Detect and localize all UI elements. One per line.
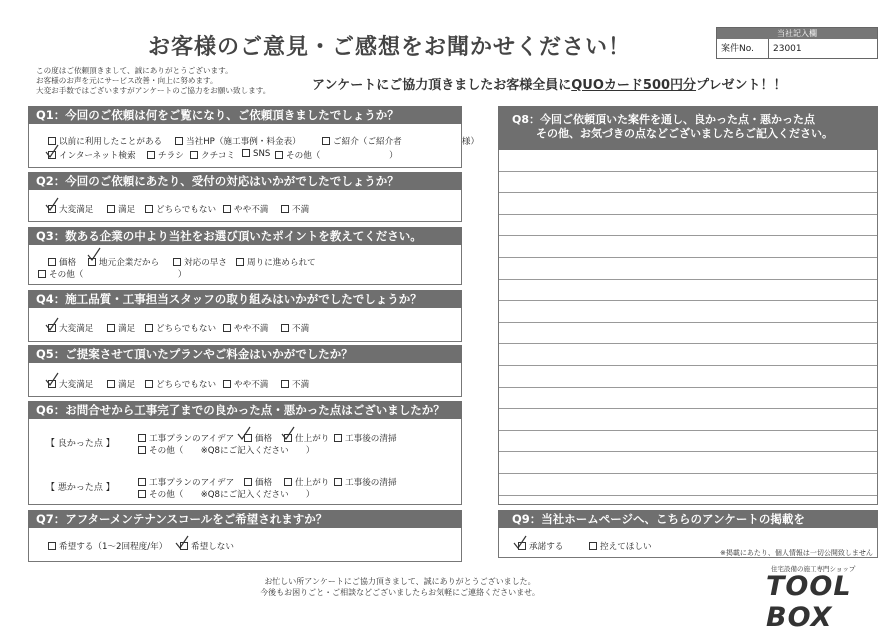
office-use-box (716, 27, 878, 59)
checkbox[interactable] (147, 151, 155, 159)
privacy-note: ※掲載にあたり、個人情報は一切公開致しません (720, 549, 873, 557)
q4-title: Q4：施工品質・工事担当スタッフの取り組みはいかがでしたでしょうか？ (28, 290, 462, 308)
checkbox[interactable] (244, 478, 252, 486)
checkbox[interactable] (284, 434, 292, 442)
checkbox[interactable] (48, 205, 56, 213)
checkbox[interactable] (281, 324, 289, 332)
q2-option[interactable]: やや不満 (221, 203, 268, 215)
checkbox[interactable] (145, 380, 153, 388)
checkbox[interactable] (107, 205, 115, 213)
checkbox[interactable] (284, 478, 292, 486)
q1-option[interactable]: ご紹介（ご紹介者 様） (320, 135, 479, 147)
q8-title: Q8：今回ご依頼頂いた案件を通し、良かった点・悪かった点 その他、お気づきの点などございましたらご記入ください。 (498, 106, 878, 150)
q5-option[interactable]: どちらでもない (143, 378, 216, 390)
q2-option[interactable]: どちらでもない (143, 203, 216, 215)
q4-option[interactable]: やや不満 (221, 322, 268, 334)
q6-title: Q6：お問合せから工事完了までの良かった点・悪かった点はございましたか？ (28, 401, 462, 419)
q3-option[interactable]: 地元企業だから (86, 256, 159, 268)
q1-option[interactable]: インターネット検索 (46, 149, 136, 161)
good-points-label: 【 良かった点 】 (46, 439, 115, 449)
checkbox[interactable] (242, 149, 250, 157)
footer-message: お忙しい所アンケートにご協力頂きまして、誠にありがとうございました。 今後もお困りごと・ご相談などございましたらお気軽にご連絡くださいませ。 (260, 577, 540, 597)
checkbox[interactable] (334, 434, 342, 442)
checkbox[interactable] (145, 205, 153, 213)
checkbox[interactable] (244, 434, 252, 442)
checkbox[interactable] (48, 151, 56, 159)
q3-option[interactable]: その他（ ） (36, 268, 187, 280)
toolbox-logo: TOOL BOX (766, 571, 852, 633)
case-number-value: 23001 (773, 44, 802, 54)
q1-option[interactable]: SNS (240, 149, 270, 159)
checkbox[interactable] (145, 324, 153, 332)
checkbox[interactable] (589, 542, 597, 550)
q7-title: Q7：アフターメンテナンスコールをご希望されますか？ (28, 510, 462, 528)
q3-option[interactable]: 価格 (46, 256, 76, 268)
checkbox[interactable] (236, 258, 244, 266)
quo-card-highlight: QUOカード500円分 (571, 78, 697, 93)
q5-option[interactable]: 満足 (105, 378, 135, 390)
checkbox[interactable] (138, 446, 146, 454)
case-number-label: 案件No. (717, 39, 769, 59)
q1-title: Q1：今回のご依頼は何をご覧になり、ご依頼頂きましたでしょうか？ (28, 106, 462, 124)
checkbox[interactable] (334, 478, 342, 486)
q3-option[interactable]: 周りに進められて (234, 256, 316, 268)
q6-good-option[interactable]: 工事プランのアイデア (136, 432, 234, 444)
page-title: お客様のご意見・ご感想をお聞かせください！ (148, 35, 632, 60)
checkbox[interactable] (281, 380, 289, 388)
checkbox[interactable] (107, 380, 115, 388)
present-banner: アンケートにご協力頂きましたお客様全員にQUOカード500円分プレゼント！！ (312, 78, 787, 93)
q1-option[interactable]: その他（ ） (273, 149, 398, 161)
office-use-header: 当社記入欄 (717, 28, 877, 39)
checkbox[interactable] (281, 205, 289, 213)
q5-option[interactable]: やや不満 (221, 378, 268, 390)
checkbox[interactable] (223, 380, 231, 388)
q6-good-option[interactable]: 価格 (242, 432, 272, 444)
q1-option[interactable]: クチコミ (188, 149, 235, 161)
intro-text: この度はご依頼頂きまして、誠にありがとうございます。 お客様のお声を元にサービス改善・向上に努めます。 大変お手数ではございますがアンケートのご協力をお願い致します。 (36, 66, 271, 95)
checkbox[interactable] (38, 270, 46, 278)
q6-bad-option[interactable]: 工事後の清掃 (332, 476, 397, 488)
checkbox[interactable] (48, 258, 56, 266)
q9-option[interactable]: 控えてほしい (587, 540, 652, 552)
q9-title: Q9：当社ホームページへ、こちらのアンケートの掲載を (498, 510, 878, 528)
q7-option[interactable]: 希望する（1～2回程度/年） (46, 540, 167, 552)
checkbox[interactable] (48, 542, 56, 550)
q6-good-option[interactable]: その他（ ※Q8にご記入ください ） (136, 444, 315, 456)
checkbox[interactable] (138, 490, 146, 498)
q6-bad-option[interactable]: 工事プランのアイデア (136, 476, 234, 488)
q6-bad-option[interactable]: 価格 (242, 476, 272, 488)
q2-option[interactable]: 不満 (279, 203, 309, 215)
checkbox[interactable] (518, 542, 526, 550)
checkbox[interactable] (275, 151, 283, 159)
checkbox[interactable] (175, 137, 183, 145)
logo-tagline: 住宅設備の施工専門ショップ (771, 565, 856, 573)
checkbox[interactable] (223, 324, 231, 332)
q2-option[interactable]: 大変満足 (46, 203, 93, 215)
q4-option[interactable]: 大変満足 (46, 322, 93, 334)
q2-option[interactable]: 満足 (105, 203, 135, 215)
checkbox[interactable] (138, 434, 146, 442)
checkbox[interactable] (173, 258, 181, 266)
q6-good-option[interactable]: 仕上がり (282, 432, 329, 444)
checkbox[interactable] (322, 137, 330, 145)
q6-bad-option[interactable]: 仕上がり (282, 476, 329, 488)
q6-bad-option[interactable]: その他（ ※Q8にご記入ください ） (136, 488, 315, 500)
checkbox[interactable] (88, 258, 96, 266)
q1-option[interactable]: チラシ (145, 149, 184, 161)
checkbox[interactable] (48, 380, 56, 388)
q6-good-option[interactable]: 工事後の清掃 (332, 432, 397, 444)
checkbox[interactable] (223, 205, 231, 213)
q5-option[interactable]: 大変満足 (46, 378, 93, 390)
q9-option[interactable]: 承諾する (516, 540, 563, 552)
checkbox[interactable] (190, 151, 198, 159)
q8-box (498, 150, 878, 505)
q7-option[interactable]: 希望しない (178, 540, 234, 552)
checkbox[interactable] (48, 137, 56, 145)
q5-title: Q5：ご提案させて頂いたプランやご料金はいかがでしたか？ (28, 345, 462, 363)
q3-option[interactable]: 対応の早さ (171, 256, 227, 268)
q4-option[interactable]: 満足 (105, 322, 135, 334)
q5-option[interactable]: 不満 (279, 378, 309, 390)
bad-points-label: 【 悪かった点 】 (46, 483, 115, 493)
q1-option[interactable]: 当社HP（施工事例・料金表） (173, 135, 301, 147)
q4-option[interactable]: 不満 (279, 322, 309, 334)
q4-option[interactable]: どちらでもない (143, 322, 216, 334)
checkbox[interactable] (180, 542, 188, 550)
q3-title: Q3：数ある企業の中より当社をお選び頂いたポイントを教えてください。 (28, 227, 462, 245)
checkbox[interactable] (138, 478, 146, 486)
q2-title: Q2：今回のご依頼にあたり、受付の対応はいかがでしたでしょうか？ (28, 172, 462, 190)
checkbox[interactable] (48, 324, 56, 332)
q1-option[interactable]: 以前に利用したことがある (46, 135, 162, 147)
checkbox[interactable] (107, 324, 115, 332)
